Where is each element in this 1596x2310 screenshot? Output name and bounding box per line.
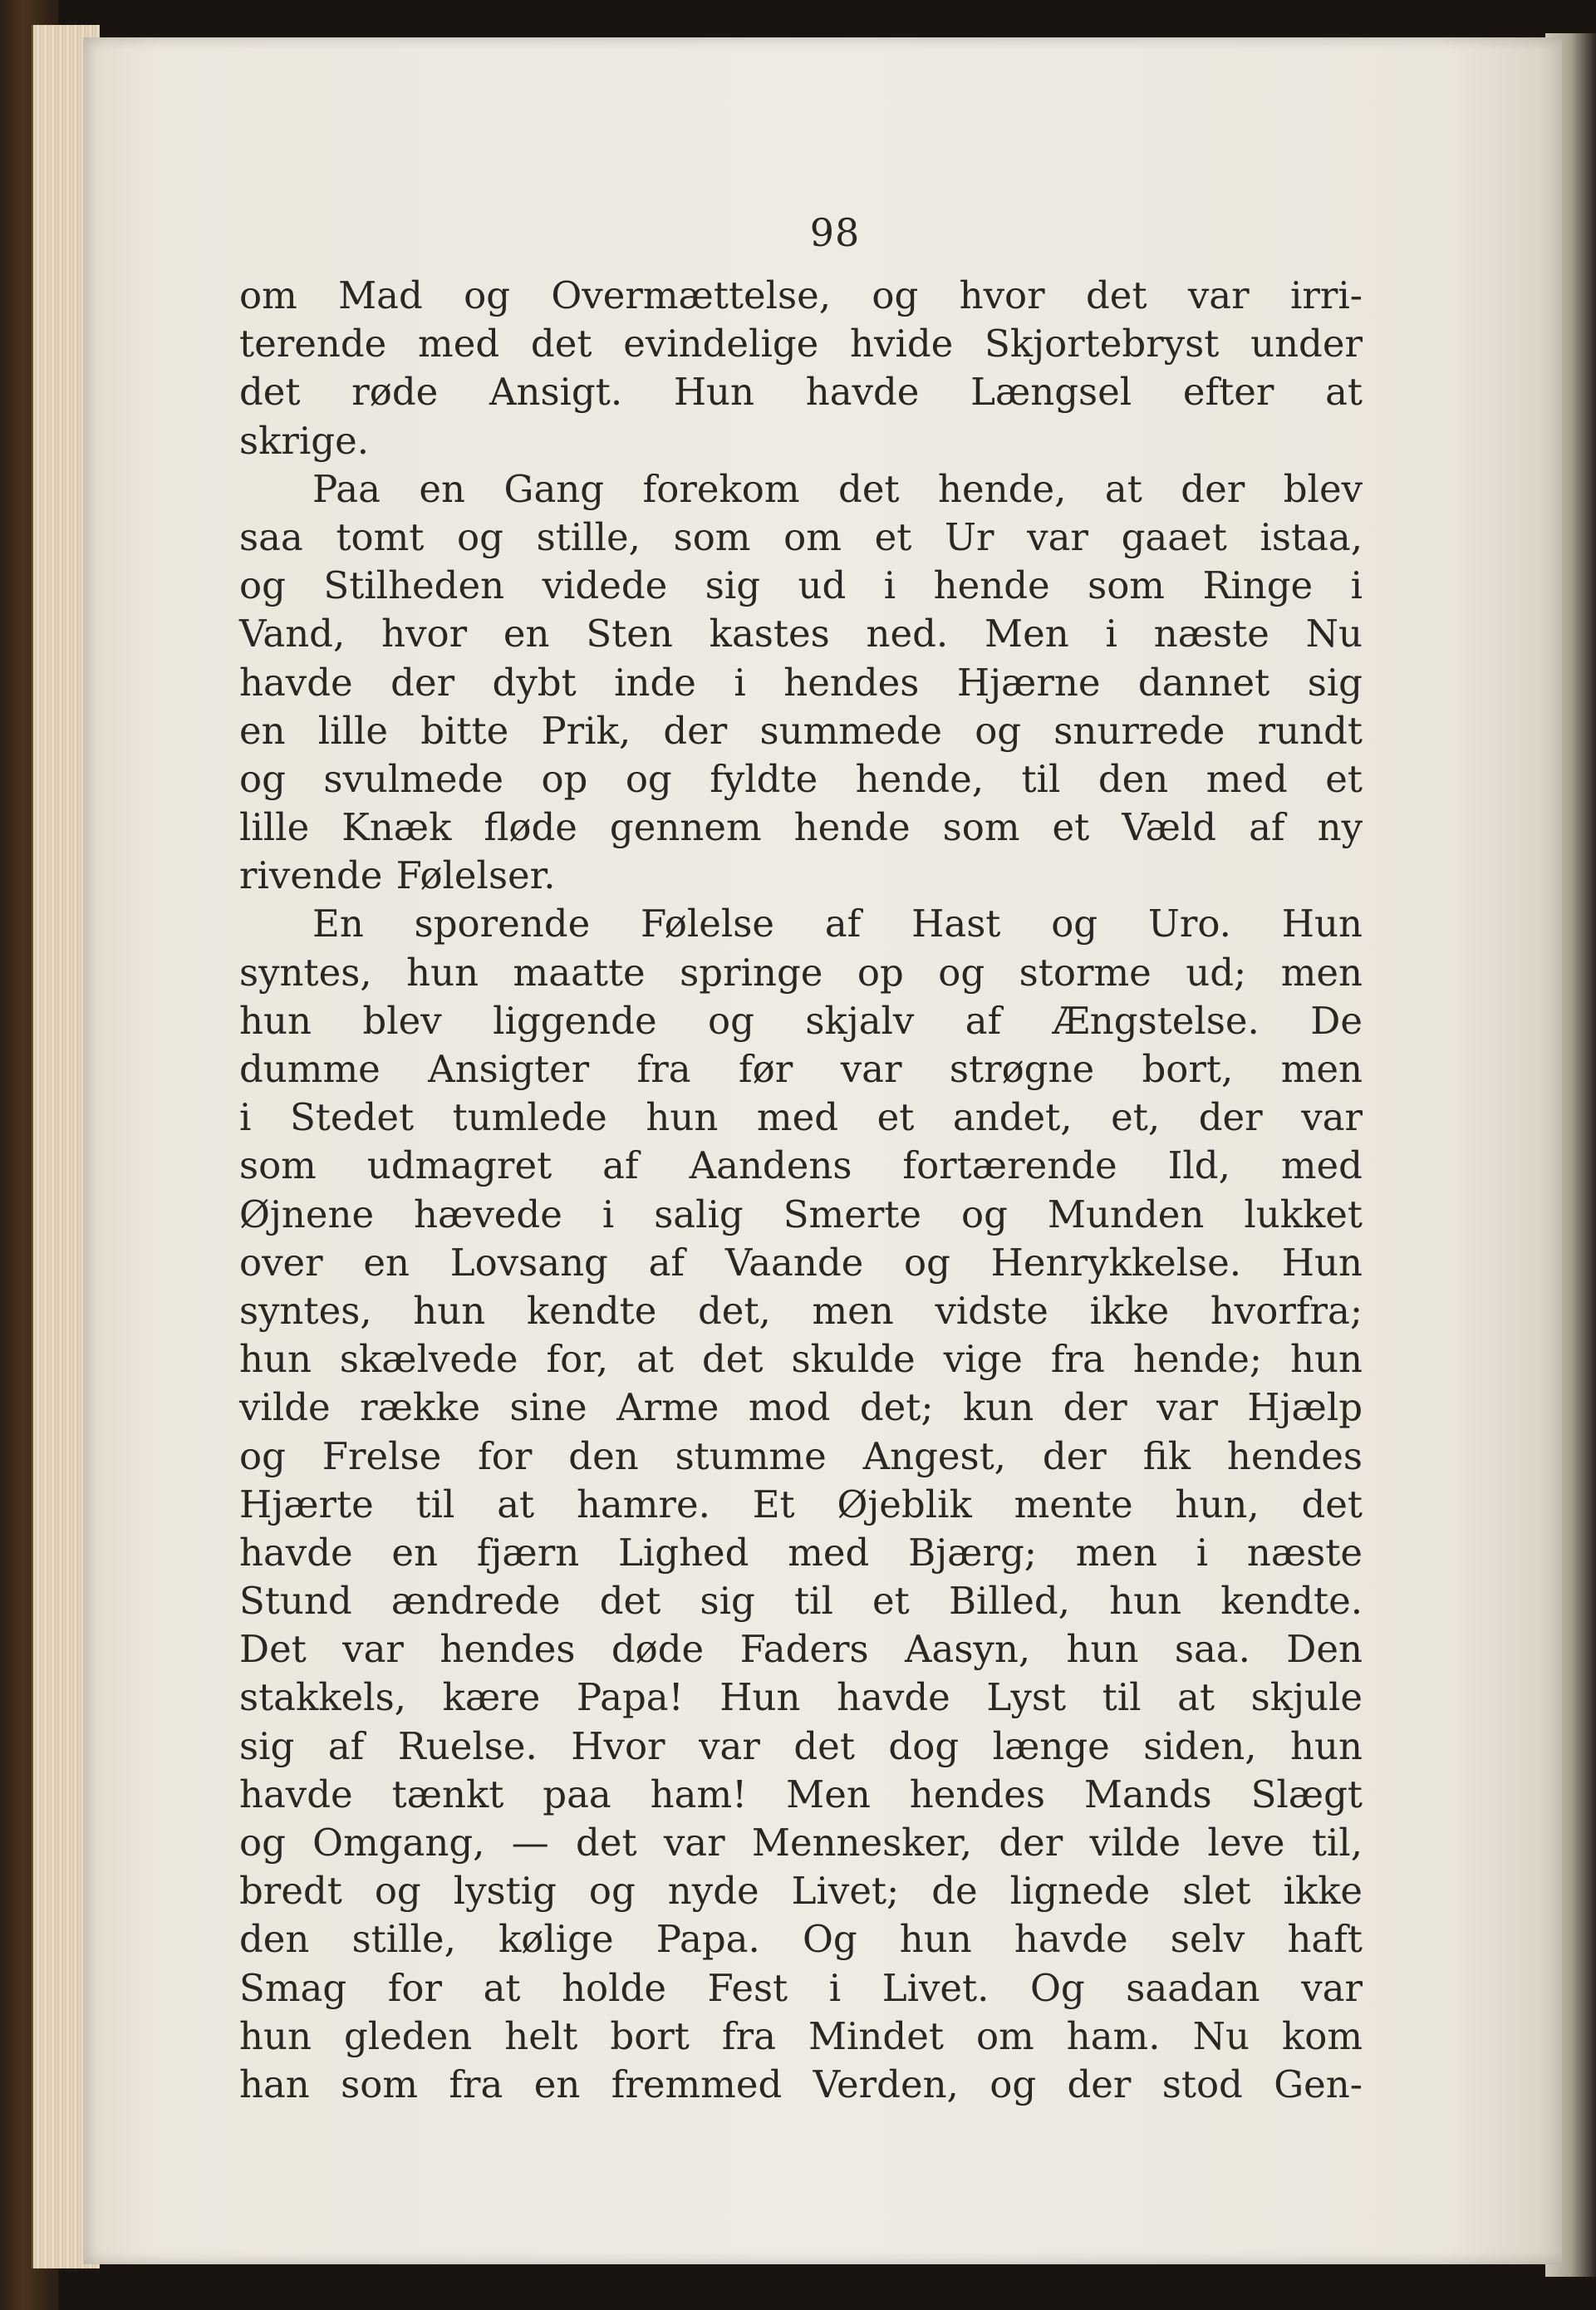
text-line: skrige. <box>239 418 370 463</box>
page-number: 98 <box>809 210 861 255</box>
text-line: han som fra en fremmed Verden, og der stod Gen- <box>239 2062 1363 2106</box>
text-line: saa tomt og stille, som om et Ur var gaaet istaa, <box>239 514 1363 559</box>
text-line: hun blev liggende og skjalv af Ængstelse. De <box>239 998 1363 1043</box>
text-line: sig af Ruelse. Hvor var det dog længe siden, hun <box>239 1723 1363 1768</box>
text-line: Vand, hvor en Sten kastes ned. Men i næste Nu <box>239 612 1363 656</box>
text-line: i Stedet tumlede hun med et andet, et, der var <box>239 1095 1363 1140</box>
text-line: syntes, hun maatte springe op og storme ud; men <box>239 950 1363 995</box>
text-line: En sporende Følelse af Hast og Uro. Hun <box>312 902 1363 946</box>
text-line: som udmagret af Aandens fortærende Ild, med <box>239 1143 1363 1188</box>
text-line: dumme Ansigter fra før var strøgne bort, men <box>239 1047 1363 1091</box>
text-line: havde der dybt inde i hendes Hjærne dannet sig <box>239 660 1363 705</box>
text-line: rivende Følelser. <box>239 853 556 898</box>
text-line: det røde Ansigt. Hun havde Længsel efter at <box>239 370 1363 415</box>
text-line: Paa en Gang forekom det hende, at der blev <box>312 466 1363 511</box>
text-line: Øjnene hævede i salig Smerte og Munden lukket <box>239 1192 1363 1236</box>
text-line: bredt og lystig og nyde Livet; de lignede slet ikke <box>239 1869 1363 1914</box>
text-line: Stund ændrede det sig til et Billed, hun kendte. <box>239 1579 1363 1624</box>
text-line: og Frelse for den stumme Angest, der fik hendes <box>239 1433 1363 1478</box>
text-line: og Omgang, — det var Mennesker, der vilde leve til, <box>239 1821 1363 1865</box>
text-line: om Mad og Overmættelse, og hvor det var irri- <box>239 273 1363 317</box>
text-line: lille Knæk fløde gennem hende som et Væld af ny <box>239 805 1363 850</box>
text-line: Hjærte til at hamre. Et Øjeblik mente hun, det <box>239 1482 1363 1526</box>
text-line: havde en fjærn Lighed med Bjærg; men i næste <box>239 1530 1363 1575</box>
text-line: stakkels, kære Papa! Hun havde Lyst til at skjule <box>239 1675 1363 1720</box>
text-line: over en Lovsang af Vaande og Henrykkelse. Hun <box>239 1240 1363 1285</box>
text-line: og svulmede op og fyldte hende, til den med et <box>239 756 1363 801</box>
text-line: en lille bitte Prik, der summede og snurrede rundt <box>239 708 1363 753</box>
text-line: den stille, kølige Papa. Og hun havde selv haft <box>239 1917 1363 1962</box>
text-line: hun skælvede for, at det skulde vige fra hende; hun <box>239 1337 1363 1382</box>
text-line: og Stilheden videde sig ud i hende som Ringe i <box>239 563 1363 608</box>
text-line: Smag for at holde Fest i Livet. Og saadan var <box>239 1965 1363 2010</box>
text-line: vilde række sine Arme mod det; kun der var Hjælp <box>239 1385 1363 1430</box>
text-line: Det var hendes døde Faders Aasyn, hun saa. Den <box>239 1627 1363 1672</box>
body-text <box>239 272 1363 2109</box>
text-line: havde tænkt paa ham! Men hendes Mands Slægt <box>239 1772 1363 1816</box>
text-line: terende med det evindelige hvide Skjortebryst under <box>239 322 1363 366</box>
text-line: hun gleden helt bort fra Mindet om ham. Nu kom <box>239 2013 1363 2058</box>
text-line: syntes, hun kendte det, men vidste ikke hvorfra; <box>239 1288 1363 1333</box>
